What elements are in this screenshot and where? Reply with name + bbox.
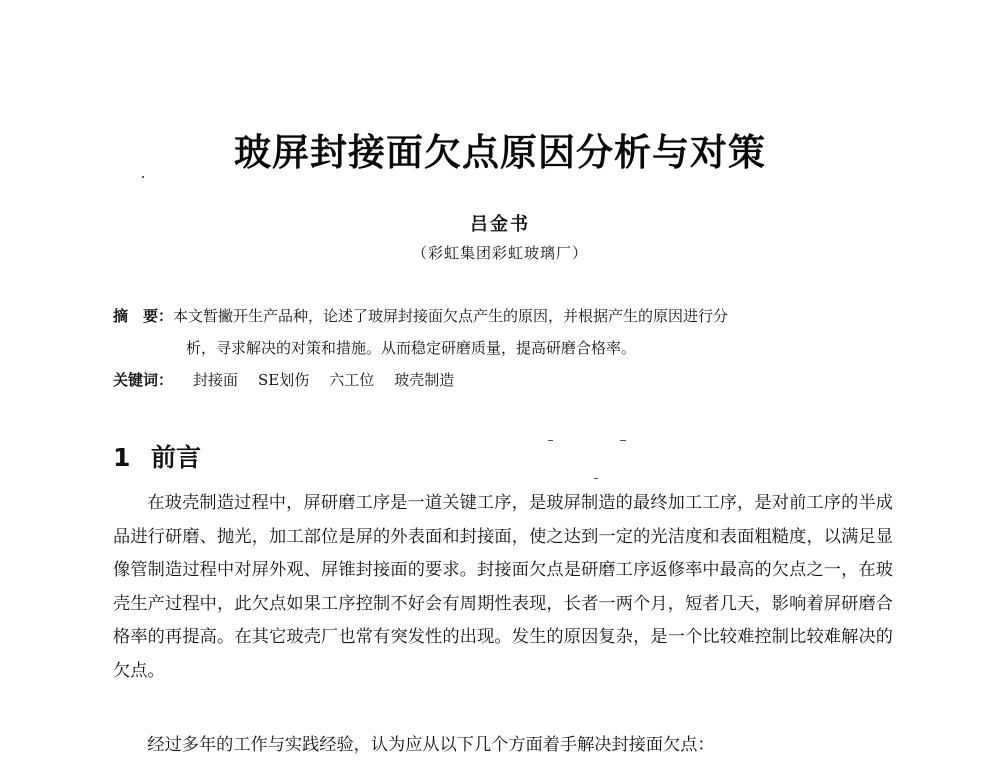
section-number: 1 [113,443,131,472]
scan-speck [142,176,144,178]
body-paragraph-2: 经过多年的工作与实践经验，认为应从以下几个方面着手解决封接面欠点： [147,735,715,755]
section-heading [113,438,201,474]
author-name: 吕金书 [470,214,530,235]
abstract-line-1 [113,305,903,326]
keyword-item: 玻壳制造 [394,371,455,389]
body-paragraph-1: 在玻壳制造过程中，屏研磨工序是一道关键工序，是玻屏制造的最终加工工序，是对前工序的半成品进行研磨、抛光，加工部位是屏的外表面和封接面，使之达到一定的光洁度和表面粗糙度，以满足显像管制造过程中对屏外观、屏锥封接面的要求。封接面欠点是研磨工序返修率中最高的欠点之一，在玻壳生产过程中，此欠点如果工序控制不好会有周期性表现，长者一两个月，短者几天，影响着屏研磨合格率的再提高。在其它玻壳厂也常有突发性的出现。发生的原因复杂，是一个比较难控制比较难解决的欠点。 [113,493,893,681]
scan-speck [594,478,598,479]
scan-speck [620,440,626,441]
keywords-label: 关键词： [113,371,174,389]
abstract-label: 摘 要： [113,307,174,325]
author-affiliation: （彩虹集团彩虹玻璃厂） [411,244,588,262]
keywords-line [113,369,903,390]
section-title: 前言 [151,443,202,472]
paper-title: 玻屏封接面欠点原因分析与对策 [234,131,766,174]
keyword-item: SE划伤 [258,371,310,389]
keyword-item: 封接面 [193,371,239,389]
abstract-text-1: 本文暂撇开生产品种，论述了玻屏封接面欠点产生的原因，并根据产生的原因进行分 [173,307,729,325]
abstract-line-2: 析，寻求解决的对策和措施。从而稳定研磨质量，提高研磨合格率。 [186,339,637,357]
keyword-item: 六工位 [329,371,375,389]
scan-speck [548,440,553,441]
